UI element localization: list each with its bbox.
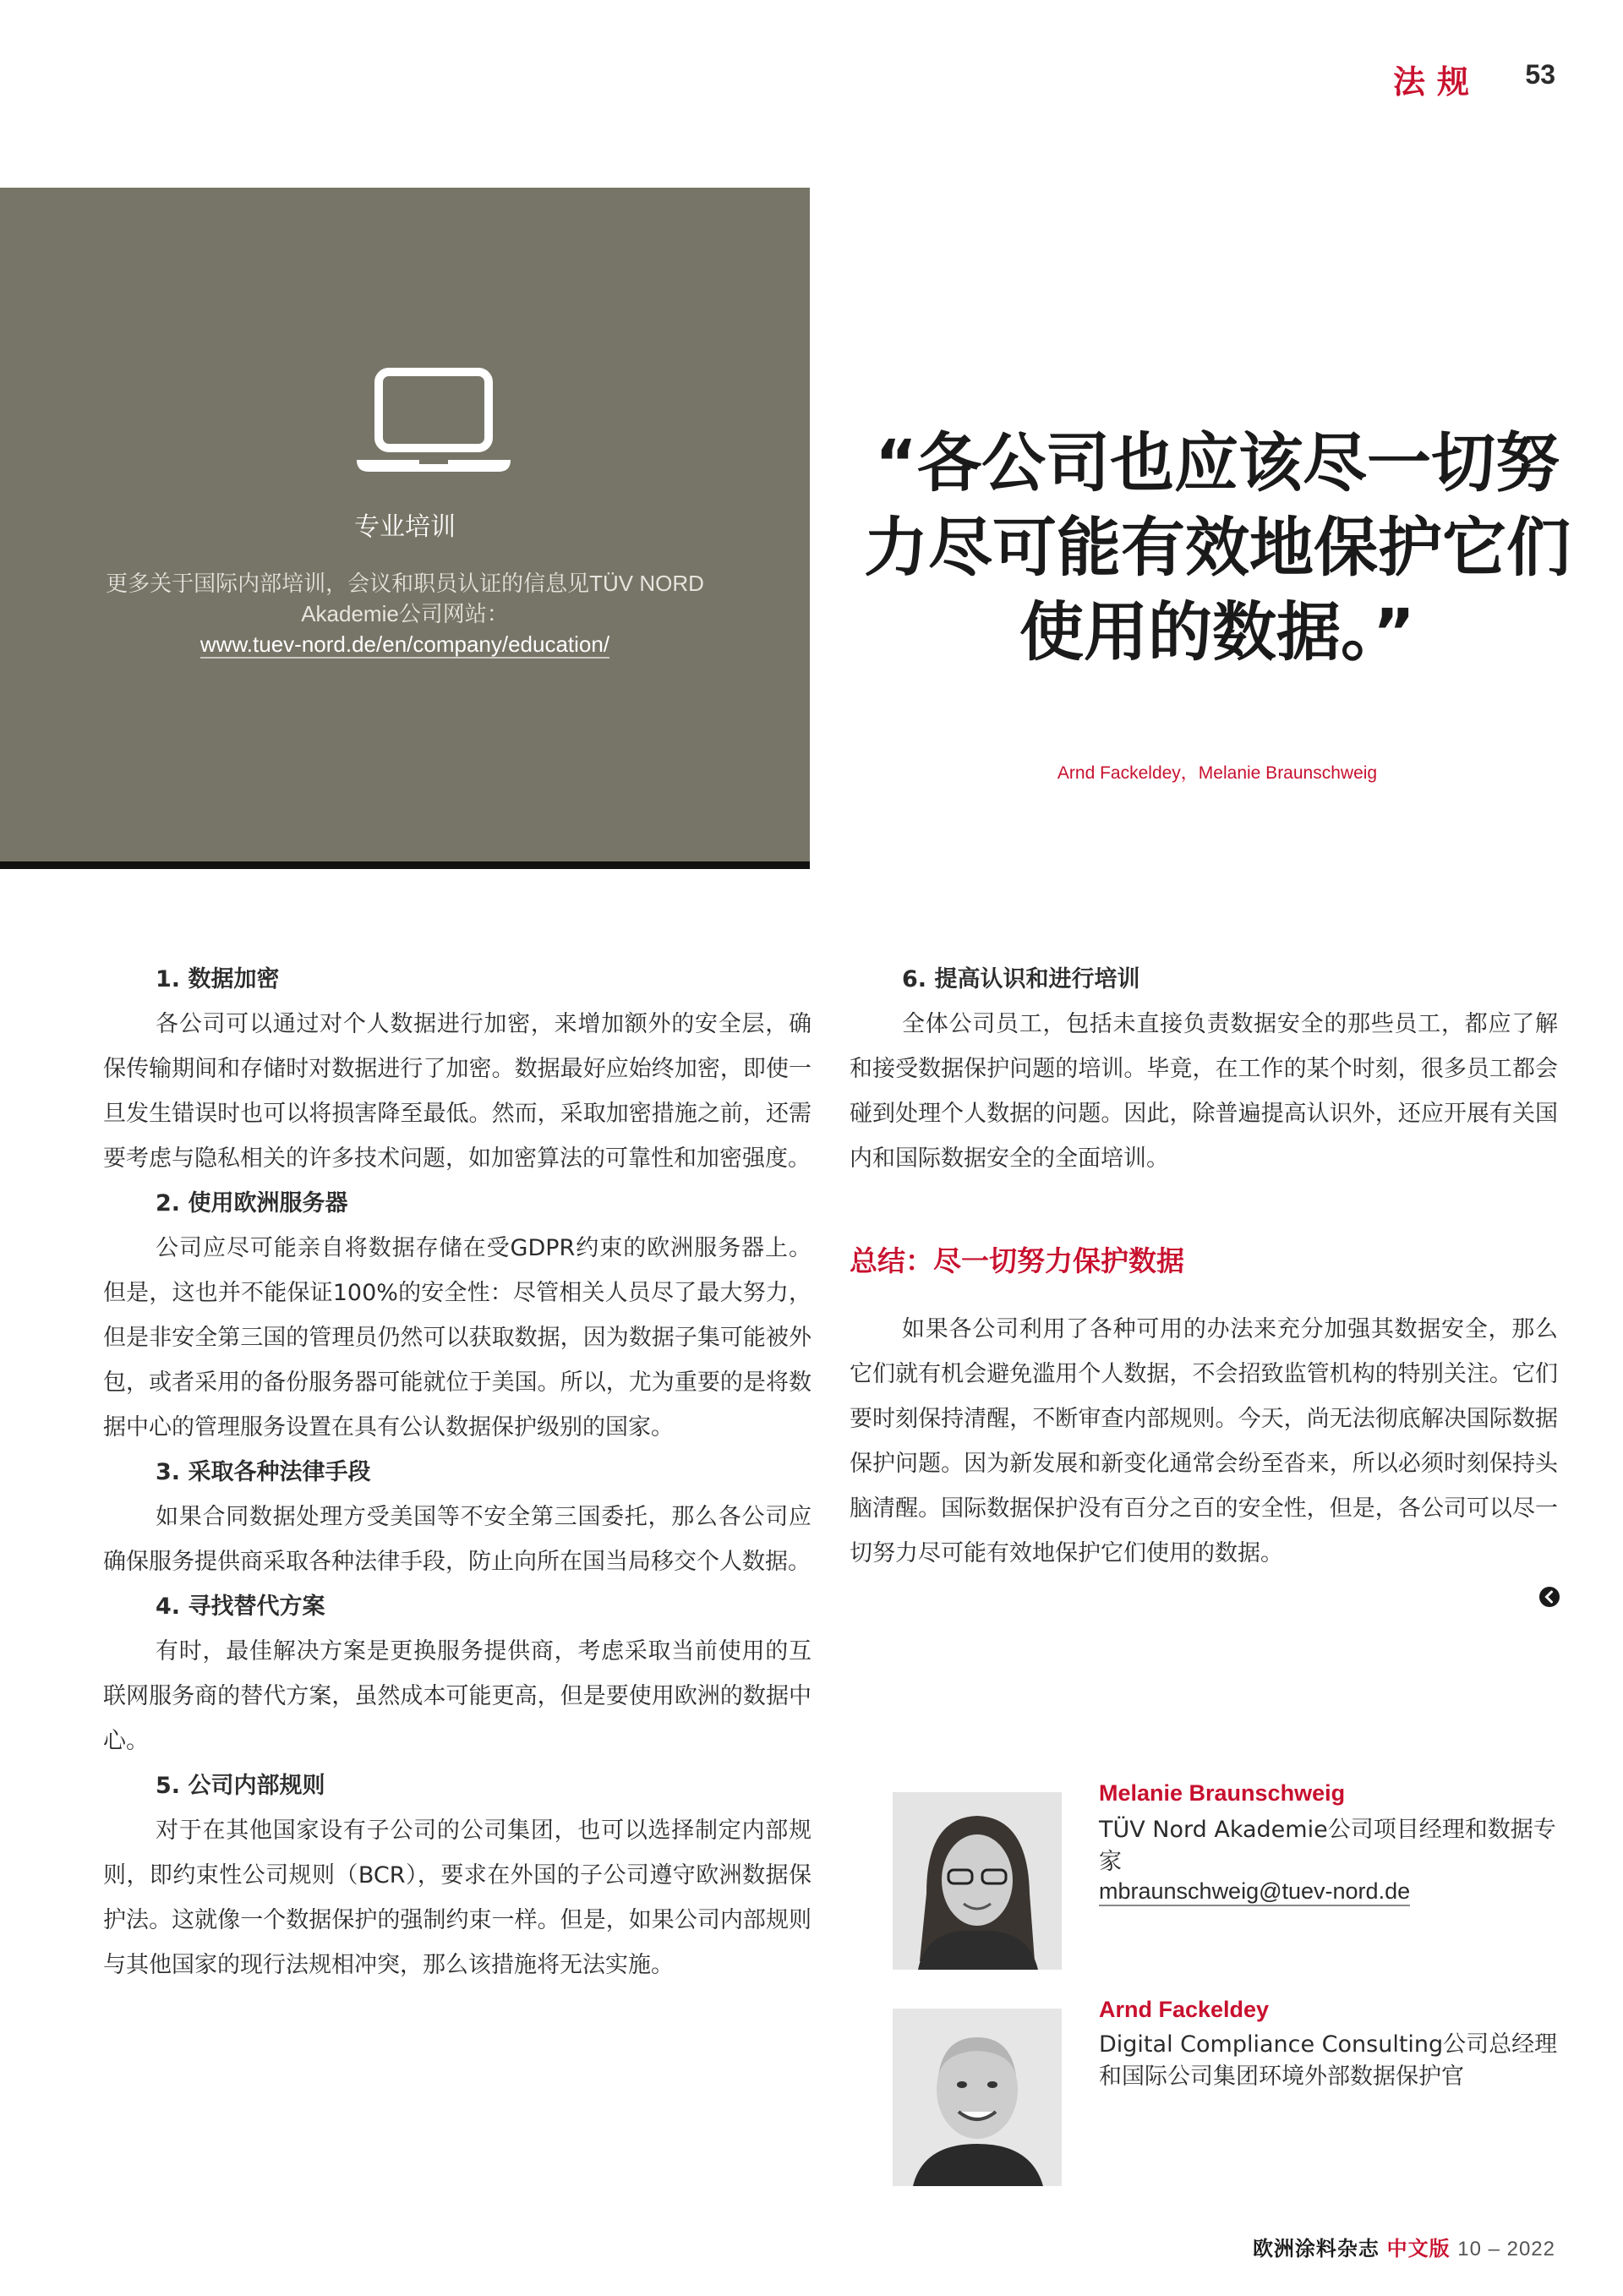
info-box-divider <box>0 861 810 869</box>
issue-label: 10 – 2022 <box>1457 2238 1555 2260</box>
summary-heading: 总结：尽一切努力保护数据 <box>850 1244 1184 1277</box>
section-heading: 3. 采取各种法律手段 <box>156 1459 371 1485</box>
author-email-link[interactable]: mbraunschweig@tuev-nord.de <box>1099 1878 1410 1906</box>
section-heading: 4. 寻找替代方案 <box>156 1594 325 1620</box>
author-role: TÜV Nord Akademie公司项目经理和数据专家 <box>1099 1817 1556 1875</box>
author-name: Melanie Braunschweig <box>1099 1780 1346 1806</box>
magazine-name: 欧洲涂料杂志 <box>1252 2237 1380 2260</box>
info-box-text <box>76 568 734 659</box>
edition-label: 中文版 <box>1386 2237 1451 2260</box>
author-role: Digital Compliance Consulting公司总经理和国际公司集团环境外部数据保护官 <box>1099 2031 1558 2090</box>
section-heading: 6. 提高认识和进行培训 <box>902 966 1140 992</box>
author-photo-melanie <box>893 1792 1062 1970</box>
summary-body: 如果各公司利用了各种可用的办法来充分加强其数据安全，那么它们就有机会避免滥用个人数据，不会招致监管机构的特别关注。它们要时刻保持清醒，不断审查内部规则。今天，尚无法彻底解决国际数据保护问题。因为新发展和新变化通常会纷至沓来，所以必须时刻保持头脑清醒。国际数据保护没有百分之百的安全性，但是，各公司可以尽一切努力尽可能有效地保护它们使用的数据。 <box>850 1316 1558 1566</box>
pull-quote-attribution: Arnd Fackeldey，Melanie Braunschweig <box>1057 763 1378 783</box>
section-body: 公司应尽可能亲自将数据存储在受GDPR约束的欧洲服务器上。但是，这也并不能保证100%的安全性：尽管相关人员尽了最大努力，但是非安全第三国的管理员仍然可以获取数据，因为数据子集可能被外包，或者采用的备份服务器可能就位于美国。所以，尤为重要的是将数据中心的管理服务设置在具有公认数据保护级别的国家。 <box>103 1235 812 1440</box>
author-name: Arnd Fackeldey <box>1099 1997 1270 2022</box>
section-label: 法规 <box>1392 63 1481 101</box>
right-column-section6 <box>850 957 1558 1181</box>
pull-quote: “各公司也应该尽一切努力尽可能有效地保护它们使用的数据。” <box>864 425 1571 670</box>
section-heading: 1. 数据加密 <box>156 966 280 992</box>
footer <box>1253 2232 1555 2261</box>
section-body: 对于在其他国家设有子公司的公司集团，也可以选择制定内部规则，即约束性公司规则（BCR），要求在外国的子公司遵守欧洲数据保护法。这就像一个数据保护的强制约束一样。但是，如果公司内部规则与其他国家的现行法规相冲突，那么该措施将无法实施。 <box>103 1818 812 1978</box>
section-body: 各公司可以通过对个人数据进行加密，来增加额外的安全层，确保传输期间和存储时对数据进行了加密。数据最好应始终加密，即使一旦发生错误时也可以将损害降至最低。然而，采取加密措施之前，还需要考虑与隐私相关的许多技术问题，如加密算法的可靠性和加密强度。 <box>103 1011 812 1172</box>
section-body: 全体公司员工，包括未直接负责数据安全的那些员工，都应了解和接受数据保护问题的培训。毕竟，在工作的某个时刻，很多员工都会碰到处理个人数据的问题。因此，除普遍提高认识外，还应开展有关国内和国际数据安全的全面培训。 <box>850 1011 1558 1172</box>
info-box-heading: 专业培训 <box>354 512 456 542</box>
left-column <box>103 957 812 1987</box>
page-number: 53 <box>1525 59 1555 90</box>
laptop-icon <box>353 367 514 477</box>
end-of-article-icon <box>1538 1586 1560 1608</box>
section-heading: 2. 使用欧洲服务器 <box>156 1190 348 1216</box>
author-photo-arnd <box>893 2009 1062 2186</box>
education-link[interactable]: www.tuev-nord.de/en/company/education/ <box>199 631 610 657</box>
section-body: 如果合同数据处理方受美国等不安全第三国委托，那么各公司应确保服务提供商采取各种法律手段，防止向所在国当局移交个人数据。 <box>103 1504 812 1575</box>
summary-column <box>850 1307 1558 1576</box>
section-heading: 5. 公司内部规则 <box>156 1773 325 1799</box>
info-box-description: 更多关于国际内部培训，会议和职员认证的信息见TÜV NORD Akademie公司网站： <box>106 571 704 626</box>
section-body: 有时，最佳解决方案是更换服务提供商，考虑采取当前使用的互联网服务商的替代方案，虽然成本可能更高，但是要使用欧洲的数据中心。 <box>103 1638 812 1754</box>
